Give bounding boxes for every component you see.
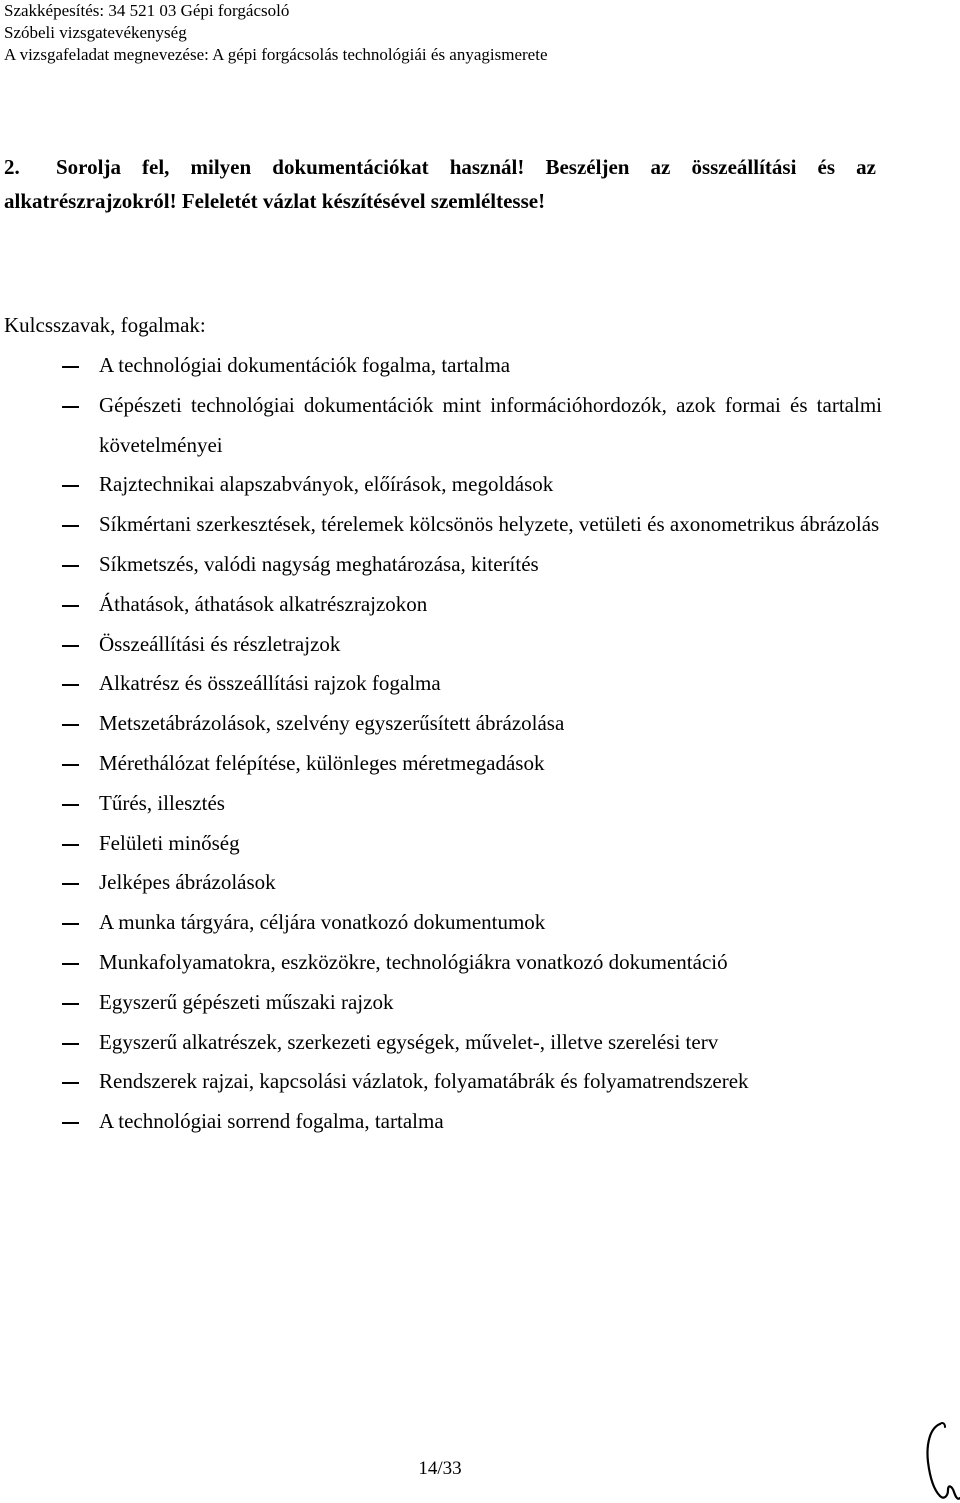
keyword-item: Gépészeti technológiai dokumentációk mint információhordozók, azok formai és tartalmi követelményei xyxy=(62,386,882,466)
keyword-item: Metszetábrázolások, szelvény egyszerűsített ábrázolása xyxy=(62,704,882,744)
question-word: milyen xyxy=(190,155,252,179)
keyword-item: Tűrés, illesztés xyxy=(62,784,882,824)
keywords-title: Kulcsszavak, fogalmak: xyxy=(4,313,206,337)
keyword-item: Egyszerű gépészeti műszaki rajzok xyxy=(62,983,882,1023)
header-exam-type: Szóbeli vizsgatevékenység xyxy=(4,23,187,42)
keyword-item: Mérethálózat felépítése, különleges méretmegadások xyxy=(62,744,882,784)
keyword-item: Munkafolyamatokra, eszközökre, technológiákra vonatkozó dokumentáció xyxy=(62,943,882,983)
page-number: 14/33 xyxy=(418,1458,462,1479)
question-number: 2. Sorolja xyxy=(4,155,121,179)
keywords-list xyxy=(62,346,882,1142)
header-qualification: Szakképesítés: 34 521 03 Gépi forgácsoló xyxy=(4,1,290,20)
question-word: és xyxy=(817,155,836,179)
document-header xyxy=(4,0,548,66)
question-block xyxy=(4,150,876,218)
question-word: használ! xyxy=(449,155,525,179)
keyword-item: A technológiai dokumentációk fogalma, tartalma xyxy=(62,346,882,386)
header-task-name: A vizsgafeladat megnevezése: A gépi forgácsolás technológiái és anyagismerete xyxy=(4,45,548,64)
keyword-item: Összeállítási és részletrajzok xyxy=(62,625,882,665)
question-word: Beszéljen xyxy=(545,155,630,179)
keyword-item: Jelképes ábrázolások xyxy=(62,863,882,903)
keyword-item: Síkmértani szerkesztések, térelemek kölcsönös helyzete, vetületi és axonometrikus ábrázolás xyxy=(62,505,882,545)
keyword-item: Felületi minőség xyxy=(62,824,882,864)
question-line-2: alkatrészrajzokról! Feleletét vázlat készítésével szemléltesse! xyxy=(4,189,546,213)
keyword-item: Rajztechnikai alapszabványok, előírások, megoldások xyxy=(62,465,882,505)
question-word: fel, xyxy=(142,155,170,179)
question-word: az xyxy=(856,155,876,179)
keyword-item: Alkatrész és összeállítási rajzok fogalma xyxy=(62,664,882,704)
keyword-item: Egyszerű alkatrészek, szerkezeti egységek, művelet-, illetve szerelési terv xyxy=(62,1023,882,1063)
question-line-1 xyxy=(4,150,876,184)
question-word: összeállítási xyxy=(691,155,797,179)
keyword-item: Rendszerek rajzai, kapcsolási vázlatok, folyamatábrák és folyamatrendszerek xyxy=(62,1062,882,1102)
question-word: dokumentációkat xyxy=(272,155,429,179)
keyword-item: Síkmetszés, valódi nagyság meghatározása, kiterítés xyxy=(62,545,882,585)
keyword-item: A munka tárgyára, céljára vonatkozó dokumentumok xyxy=(62,903,882,943)
question-word: Sorolja xyxy=(56,155,121,179)
keyword-item: A technológiai sorrend fogalma, tartalma xyxy=(62,1102,882,1142)
handwritten-signature xyxy=(918,1420,960,1503)
question-word: az xyxy=(650,155,671,179)
keyword-item: Áthatások, áthatások alkatrészrajzokon xyxy=(62,585,882,625)
